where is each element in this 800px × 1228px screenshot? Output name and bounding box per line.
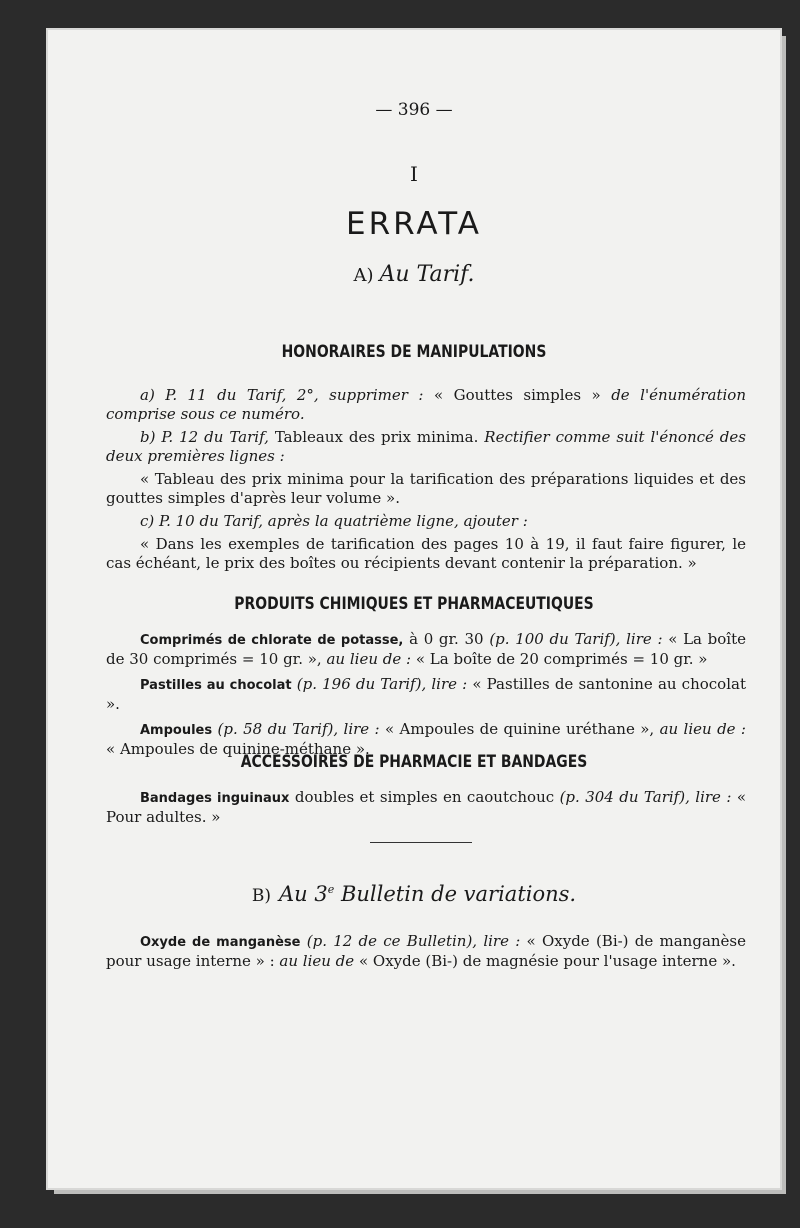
produit-comprimes — [106, 630, 746, 669]
produit-comprimes-name: Comprimés de chlorate de potasse, — [140, 633, 404, 648]
produit-comprimes-wrong: « La boîte de 20 comprimés = 10 gr. » — [415, 650, 708, 668]
produit-comprimes-dose: à 0 gr. 30 — [409, 630, 484, 648]
document-page — [48, 30, 780, 1188]
manipulations-body — [106, 386, 746, 577]
section-b-heading — [48, 882, 780, 906]
section-a-label: A) — [353, 265, 374, 286]
accessoires-body — [106, 788, 746, 831]
erratum-a-ref: a) P. 11 du Tarif, 2°, supprimer : — [140, 386, 424, 404]
produit-pastilles-ref: (p. 196 du Tarif), lire : — [296, 675, 468, 693]
accessoires-heading: ACCESSOIRES DE PHARMACIE ET BANDAGES — [240, 752, 588, 772]
erratum-b-end: Rectifier comme suit l'énoncé des deux premières lignes : — [106, 428, 746, 465]
produit-pastilles — [106, 675, 746, 714]
produit-comprimes-correct: « La boîte de 30 comprimés = 10 gr. », — [106, 630, 746, 668]
produits-body — [106, 630, 746, 763]
page-title: ERRATA — [346, 206, 482, 242]
accessoire-bandages-correct: « Pour adultes. » — [106, 788, 746, 826]
erratum-c-quote: « Dans les exemples de tarification des pages 10 à 19, il faut faire figurer, le cas échéant, le prix des boîtes ou récipients devant contenir la préparation. » — [106, 535, 746, 572]
produit-comprimes-instead: au lieu de : — [326, 650, 412, 668]
section-b-label: B) — [251, 886, 272, 906]
erratum-b — [106, 428, 746, 466]
produit-pastilles-correct: « Pastilles de santonine au chocolat ». — [106, 675, 746, 713]
section-b-sup: e — [327, 883, 335, 896]
accessoire-bandages — [106, 788, 746, 827]
section-divider — [370, 842, 472, 843]
oxyde-instead: au lieu de — [279, 952, 355, 970]
produit-pastilles-name: Pastilles au chocolat — [140, 678, 292, 693]
oxyde-body — [106, 932, 746, 975]
section-a-title: Au Tarif. — [379, 262, 475, 287]
erratum-a — [106, 386, 746, 424]
accessoire-bandages-ref: (p. 304 du Tarif), lire : — [559, 788, 732, 806]
erratum-a-quote: « Gouttes simples » — [433, 386, 601, 404]
accessoire-bandages-text: doubles et simples en caoutchouc — [294, 788, 555, 806]
erratum-c-ref: c) P. 10 du Tarif, après la quatrième ligne, ajouter : — [140, 512, 528, 530]
accessoire-bandages-name: Bandages inguinaux — [140, 791, 290, 806]
erratum-b-ref: b) P. 12 du Tarif, — [140, 428, 269, 446]
oxyde-correct: « Oxyde (Bi-) de manganèse pour usage interne » : — [106, 932, 746, 970]
section-b-title-pre: Au 3 — [279, 882, 328, 906]
produit-comprimes-ref: (p. 100 du Tarif), lire : — [489, 630, 663, 648]
produit-ampoules-instead: au lieu de : — [659, 720, 746, 738]
section-a-heading — [48, 262, 780, 287]
oxyde-wrong: « Oxyde (Bi-) de magnésie pour l'usage interne ». — [358, 952, 736, 970]
produits-heading: PRODUITS CHIMIQUES ET PHARMACEUTIQUES — [234, 594, 594, 614]
produit-ampoules-wrong: « Ampoules de quinine-méthane ». — [106, 740, 370, 758]
section-numeral: I — [410, 162, 418, 186]
produit-ampoules-ref: (p. 58 du Tarif), lire : — [217, 720, 380, 738]
oxyde-ref: (p. 12 de ce Bulletin), lire : — [306, 932, 521, 950]
oxyde-entry — [106, 932, 746, 971]
page-number: — 396 — — [375, 100, 453, 120]
section-b-title: Bulletin de variations. — [340, 882, 577, 906]
erratum-c — [106, 512, 746, 531]
erratum-a-end: de l'énumération comprise sous ce numéro. — [106, 386, 747, 423]
produit-ampoules-correct: « Ampoules de quinine uréthane », — [385, 720, 655, 738]
erratum-b-text: Tableaux des prix minima. — [274, 428, 479, 446]
produit-ampoules-name: Ampoules — [140, 723, 213, 738]
erratum-b-quote: « Tableau des prix minima pour la tarification des préparations liquides et des gouttes simples d'après leur volume ». — [106, 470, 746, 507]
oxyde-name: Oxyde de manganèse — [140, 935, 301, 950]
manipulations-heading: HONORAIRES DE MANIPULATIONS — [281, 342, 547, 362]
